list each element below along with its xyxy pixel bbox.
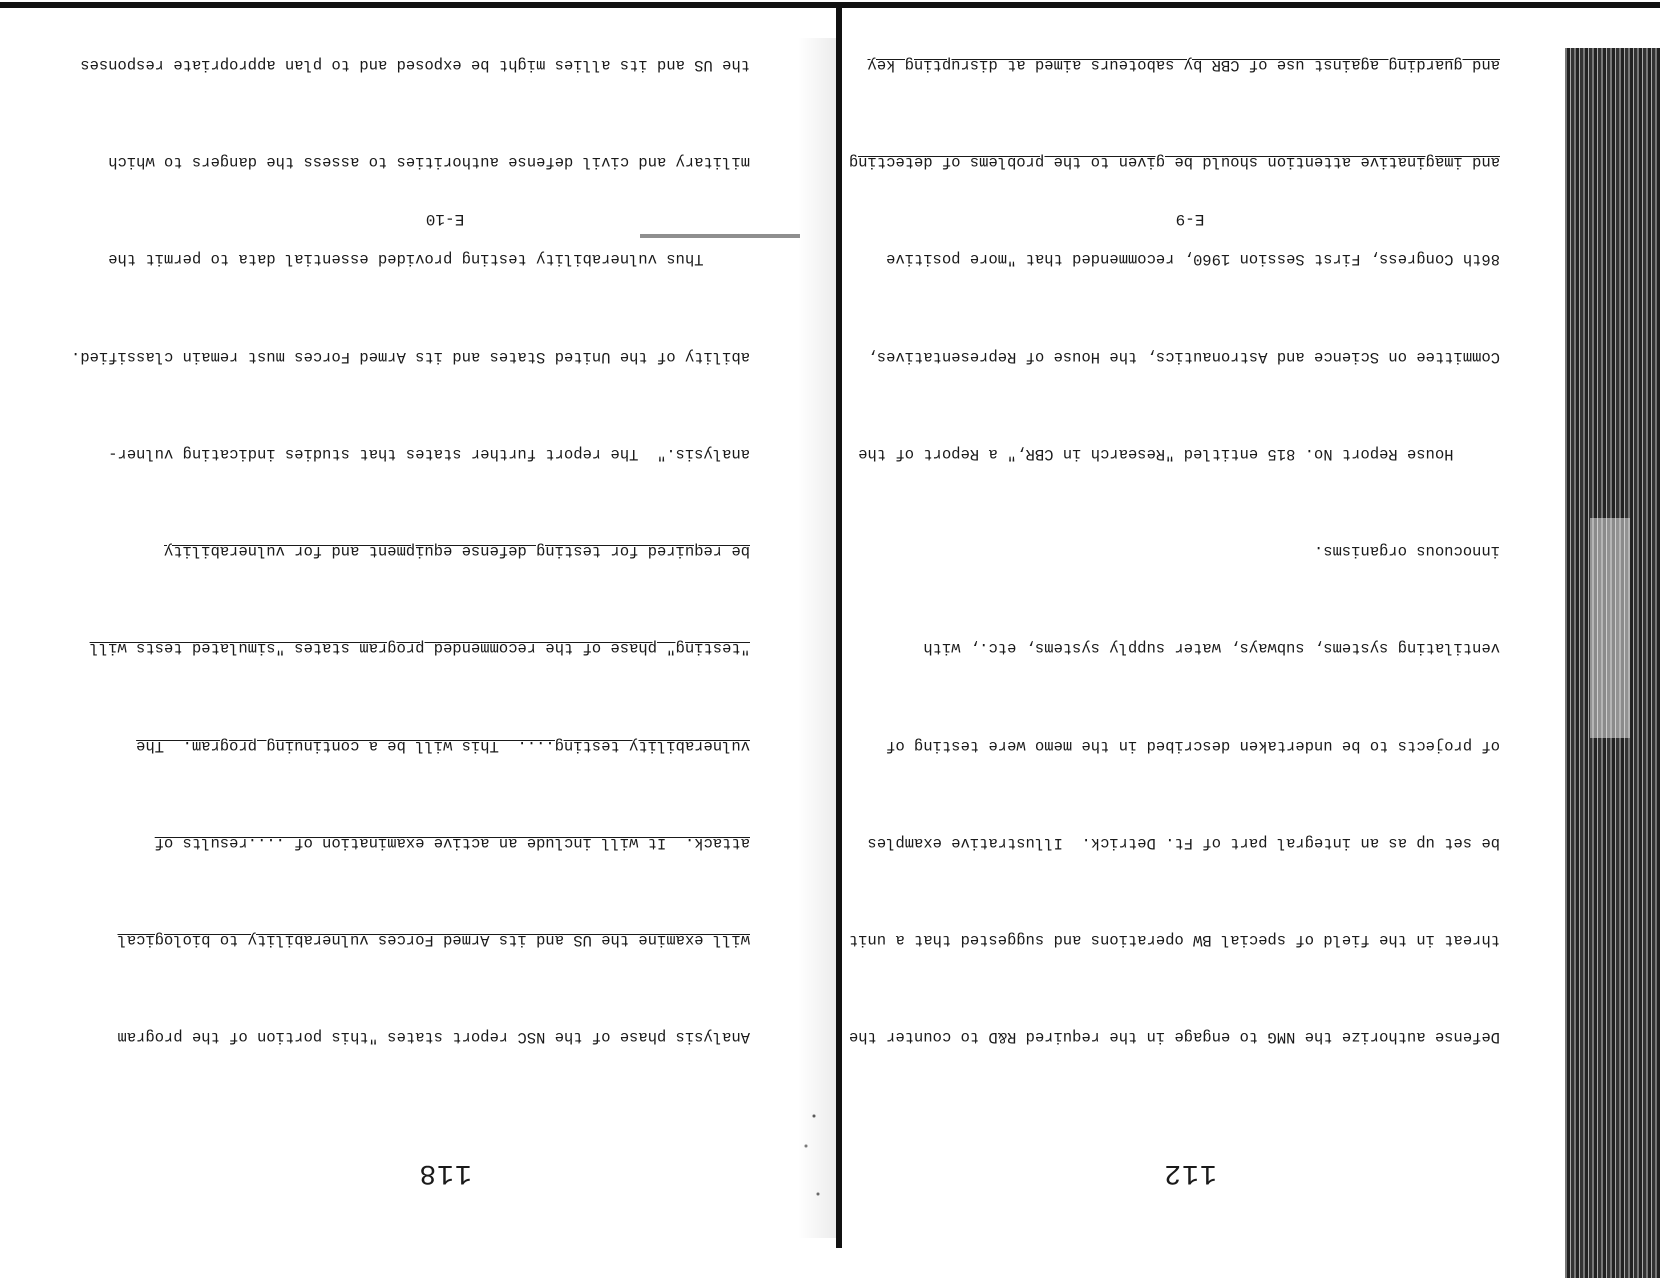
binding-stamp [1590,518,1630,738]
text-line: ventilating systems, subways, water supply systems, etc., with [923,639,1500,658]
page-number: 118 [418,1157,472,1188]
text-line: Defense authorize the NMG to engage in the required R&D to counter the [848,1028,1500,1047]
text-line: will examine the US and its Armed Forces vulnerability to biological [117,930,750,949]
text-line: Thus vulnerability testing provided essential data to permit the [108,250,750,269]
text-line: threat in the field of special BW operations and suggested that a unit [848,930,1500,949]
text-line: "testing" phase of the recommended program states "simulated tests will [89,639,750,658]
spine-shadow [798,38,838,1238]
text-line: innocuous organisms. [1313,542,1500,561]
text-line: the US and its allies might be exposed and to plan appropriate responses [80,56,750,74]
text-line: 86th Congress, First Session 1960, recommended that "more positive [886,250,1500,269]
text-line: and imaginative attention should be given to the problems of detecting [848,153,1500,172]
text-line: Committee on Science and Astronautics, the House of Representatives, [867,347,1500,366]
text-line: of projects to be undertaken described in the memo were testing of [886,736,1500,755]
text-line: analysis." The report further states that studies indicating vulner- [108,444,750,463]
scan-specks [790,1098,830,1218]
page-number: 112 [1163,1157,1217,1188]
text-line: and guarding against use of CBR by saboteurs aimed at disrupting key [867,56,1500,74]
book-spine [836,8,842,1248]
text-line: attack. It will include an active examination of ....results of [154,833,750,852]
text-line: be set up as an integral part of Ft. Detrick. Illustrative examples [867,833,1500,852]
folio-label: E-10 [425,210,465,228]
text-line: military and civil defense authorities to assess the dangers to which [108,153,750,172]
text-line: Analysis phase of the NSC report states "this portion of the program [117,1028,750,1047]
page-body [848,0,1500,1118]
text-line: House Report No. 815 entitled "Research in CBR," a Report of the [858,444,1500,463]
folio-label: E-9 [1175,210,1205,228]
page-body [70,0,750,1118]
text-line: ability of the United States and its Armed Forces must remain classified. [70,347,750,366]
text-line: be required for testing defense equipment and for vulnerability [164,542,750,561]
text-line: vulnerability testing.... This will be a continuing program. The [136,736,750,755]
scan-smudge [640,234,800,238]
